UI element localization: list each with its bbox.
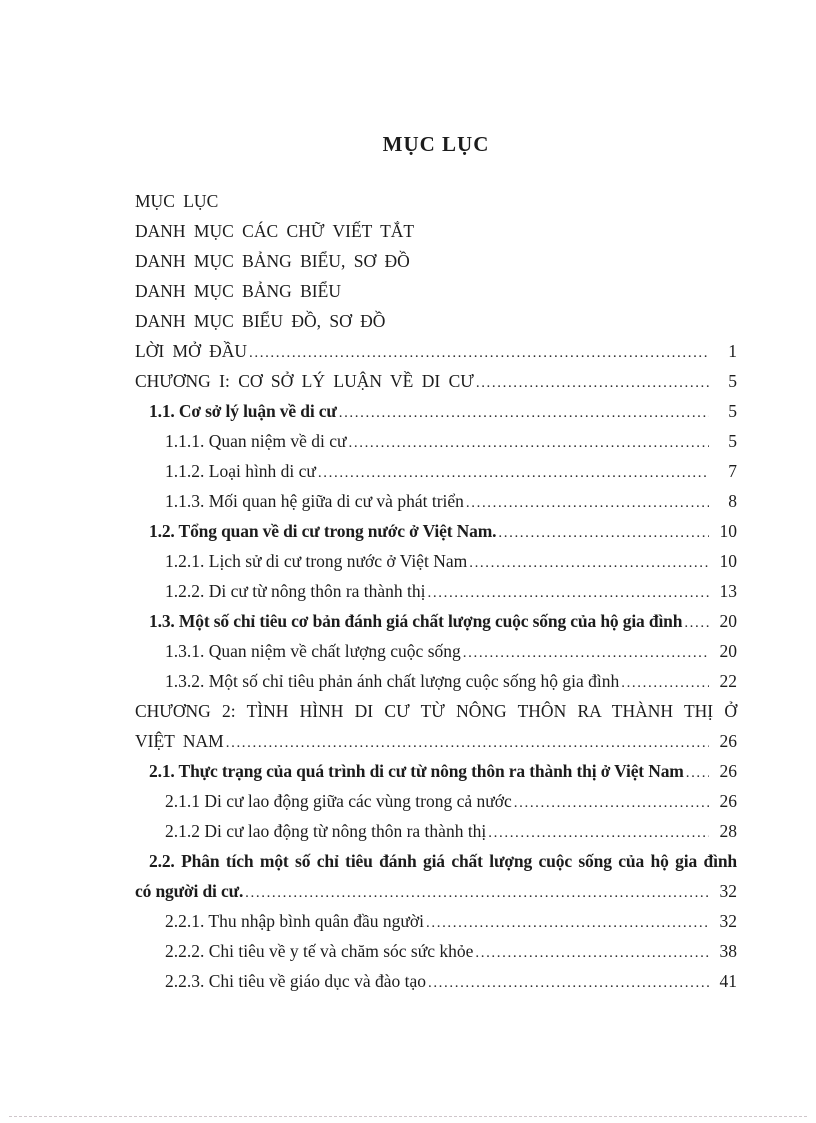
toc-entry-text: CHƯƠNG I: CƠ SỞ LÝ LUẬN VỀ DI CƯ — [135, 371, 474, 391]
toc-dot-leader — [488, 818, 709, 848]
toc-dot-leader — [249, 338, 709, 368]
toc-page-number: 22 — [719, 671, 737, 691]
toc-entry-text: 1.1.1. Quan niệm về di cư — [165, 431, 347, 451]
toc-entry-text: DANH MỤC BẢNG BIỂU — [135, 281, 341, 301]
toc-page-number: 5 — [728, 401, 737, 421]
toc-list — [135, 186, 737, 996]
toc-row — [135, 276, 737, 306]
toc-row — [135, 366, 737, 396]
toc-dot-leader — [476, 368, 709, 398]
toc-entry-text: VIỆT NAM — [135, 731, 224, 751]
page-bottom-dashed-line — [9, 1116, 807, 1117]
toc-entry-text: 1.3.2. Một số chỉ tiêu phản ánh chất lượng cuộc sống hộ gia đình — [165, 671, 620, 691]
toc-page-number: 20 — [719, 611, 737, 631]
toc-page-number: 26 — [719, 761, 737, 781]
toc-row — [135, 336, 737, 366]
toc-entry-text: DANH MỤC CÁC CHỮ VIẾT TẮT — [135, 221, 415, 241]
toc-entry-text: LỜI MỞ ĐẦU — [135, 341, 248, 361]
toc-row — [135, 966, 737, 996]
toc-page-number: 26 — [719, 731, 737, 751]
toc-row — [135, 876, 737, 906]
toc-dot-leader — [475, 938, 709, 968]
toc-page-number: 1 — [728, 341, 737, 361]
toc-entry-text: 1.1.3. Mối quan hệ giữa di cư và phát triển — [165, 491, 464, 511]
toc-dot-leader — [426, 908, 709, 938]
toc-row — [135, 306, 737, 336]
toc-entry-text: 2.2.3. Chi tiêu về giáo dục và đào tạo — [165, 971, 426, 991]
toc-dot-leader — [339, 398, 709, 428]
toc-dot-leader — [226, 728, 709, 758]
toc-row — [135, 576, 737, 606]
toc-dot-leader — [428, 968, 709, 998]
toc-entry-text: 1.3.1. Quan niệm về chất lượng cuộc sống — [165, 641, 461, 661]
toc-entry-text: DANH MỤC BIỂU ĐỒ, SƠ ĐỒ — [135, 311, 386, 331]
toc-entry-text: 1.2.1. Lịch sử di cư trong nước ở Việt Nam — [165, 551, 468, 571]
page-title: MỤC LỤC — [382, 132, 490, 156]
toc-row — [135, 486, 737, 516]
toc-row — [135, 636, 737, 666]
toc-row — [135, 846, 737, 876]
toc-row — [135, 666, 737, 696]
toc-row — [135, 696, 737, 726]
toc-row — [135, 216, 737, 246]
toc-dot-leader — [349, 428, 709, 458]
toc-entry-text: 1.3. Một số chỉ tiêu cơ bản đánh giá chất lượng cuộc sống của hộ gia đình — [149, 611, 683, 631]
toc-dot-leader — [469, 548, 709, 578]
toc-page-number: 32 — [719, 911, 737, 931]
toc-entry-text: 1.1. Cơ sở lý luận về di cư — [149, 401, 337, 421]
toc-dot-leader — [686, 758, 709, 788]
toc-dot-leader — [245, 878, 709, 908]
toc-row — [135, 456, 737, 486]
toc-page-number: 28 — [719, 821, 737, 841]
toc-page-number: 5 — [728, 431, 737, 451]
toc-page-number: 8 — [728, 491, 737, 511]
toc-entry-text: CHƯƠNG 2: TÌNH HÌNH DI CƯ TỪ NÔNG THÔN RA THÀNH THỊ Ở — [135, 701, 737, 721]
toc-page-number: 10 — [719, 521, 737, 541]
toc-entry-text: MỤC LỤC — [135, 191, 219, 211]
toc-dot-leader — [463, 638, 709, 668]
toc-dot-leader — [318, 458, 709, 488]
toc-row — [135, 546, 737, 576]
toc-entry-text: 2.2.2. Chi tiêu về y tế và chăm sóc sức khỏe — [165, 941, 474, 961]
toc-entry-text: 2.2.1. Thu nhập bình quân đầu người — [165, 911, 425, 931]
toc-dot-leader — [428, 578, 709, 608]
toc-page-number: 7 — [728, 461, 737, 481]
toc-row — [135, 426, 737, 456]
toc-row — [135, 516, 737, 546]
toc-entry-text: 1.2. Tổng quan về di cư trong nước ở Việt Nam. — [149, 521, 497, 541]
toc-row — [135, 936, 737, 966]
toc-row — [135, 606, 737, 636]
toc-row — [135, 756, 737, 786]
toc-page-number: 32 — [719, 881, 737, 901]
toc-page-number: 10 — [719, 551, 737, 571]
toc-dot-leader — [466, 488, 709, 518]
toc-entry-text: có người di cư. — [135, 881, 244, 901]
toc-entry-text: 2.1.1 Di cư lao động giữa các vùng trong cả nước — [165, 791, 512, 811]
toc-dot-leader — [621, 668, 709, 698]
toc-entry-text: 2.2. Phân tích một số chỉ tiêu đánh giá chất lượng cuộc sống của hộ gia đình — [149, 851, 737, 871]
toc-dot-leader — [498, 518, 709, 548]
toc-dot-leader — [684, 608, 709, 638]
toc-entry-text: 2.1. Thực trạng của quá trình di cư từ nông thôn ra thành thị ở Việt Nam — [149, 761, 684, 781]
toc-page-number: 5 — [728, 371, 737, 391]
toc-page-number: 20 — [719, 641, 737, 661]
toc-entry-text: 1.1.2. Loại hình di cư — [165, 461, 316, 481]
toc-row — [135, 726, 737, 756]
toc-page-number: 13 — [719, 581, 737, 601]
toc-row — [135, 816, 737, 846]
toc-row — [135, 396, 737, 426]
toc-entry-text: DANH MỤC BẢNG BIỂU, SƠ ĐỒ — [135, 251, 410, 271]
toc-row — [135, 786, 737, 816]
toc-row — [135, 186, 737, 216]
toc-entry-text: 2.1.2 Di cư lao động từ nông thôn ra thành thị — [165, 821, 487, 841]
toc-row — [135, 246, 737, 276]
toc-row — [135, 906, 737, 936]
toc-page-number: 38 — [719, 941, 737, 961]
toc-page-number: 41 — [719, 971, 737, 991]
toc-dot-leader — [514, 788, 709, 818]
toc-page-number: 26 — [719, 791, 737, 811]
toc-entry-text: 1.2.2. Di cư từ nông thôn ra thành thị — [165, 581, 426, 601]
